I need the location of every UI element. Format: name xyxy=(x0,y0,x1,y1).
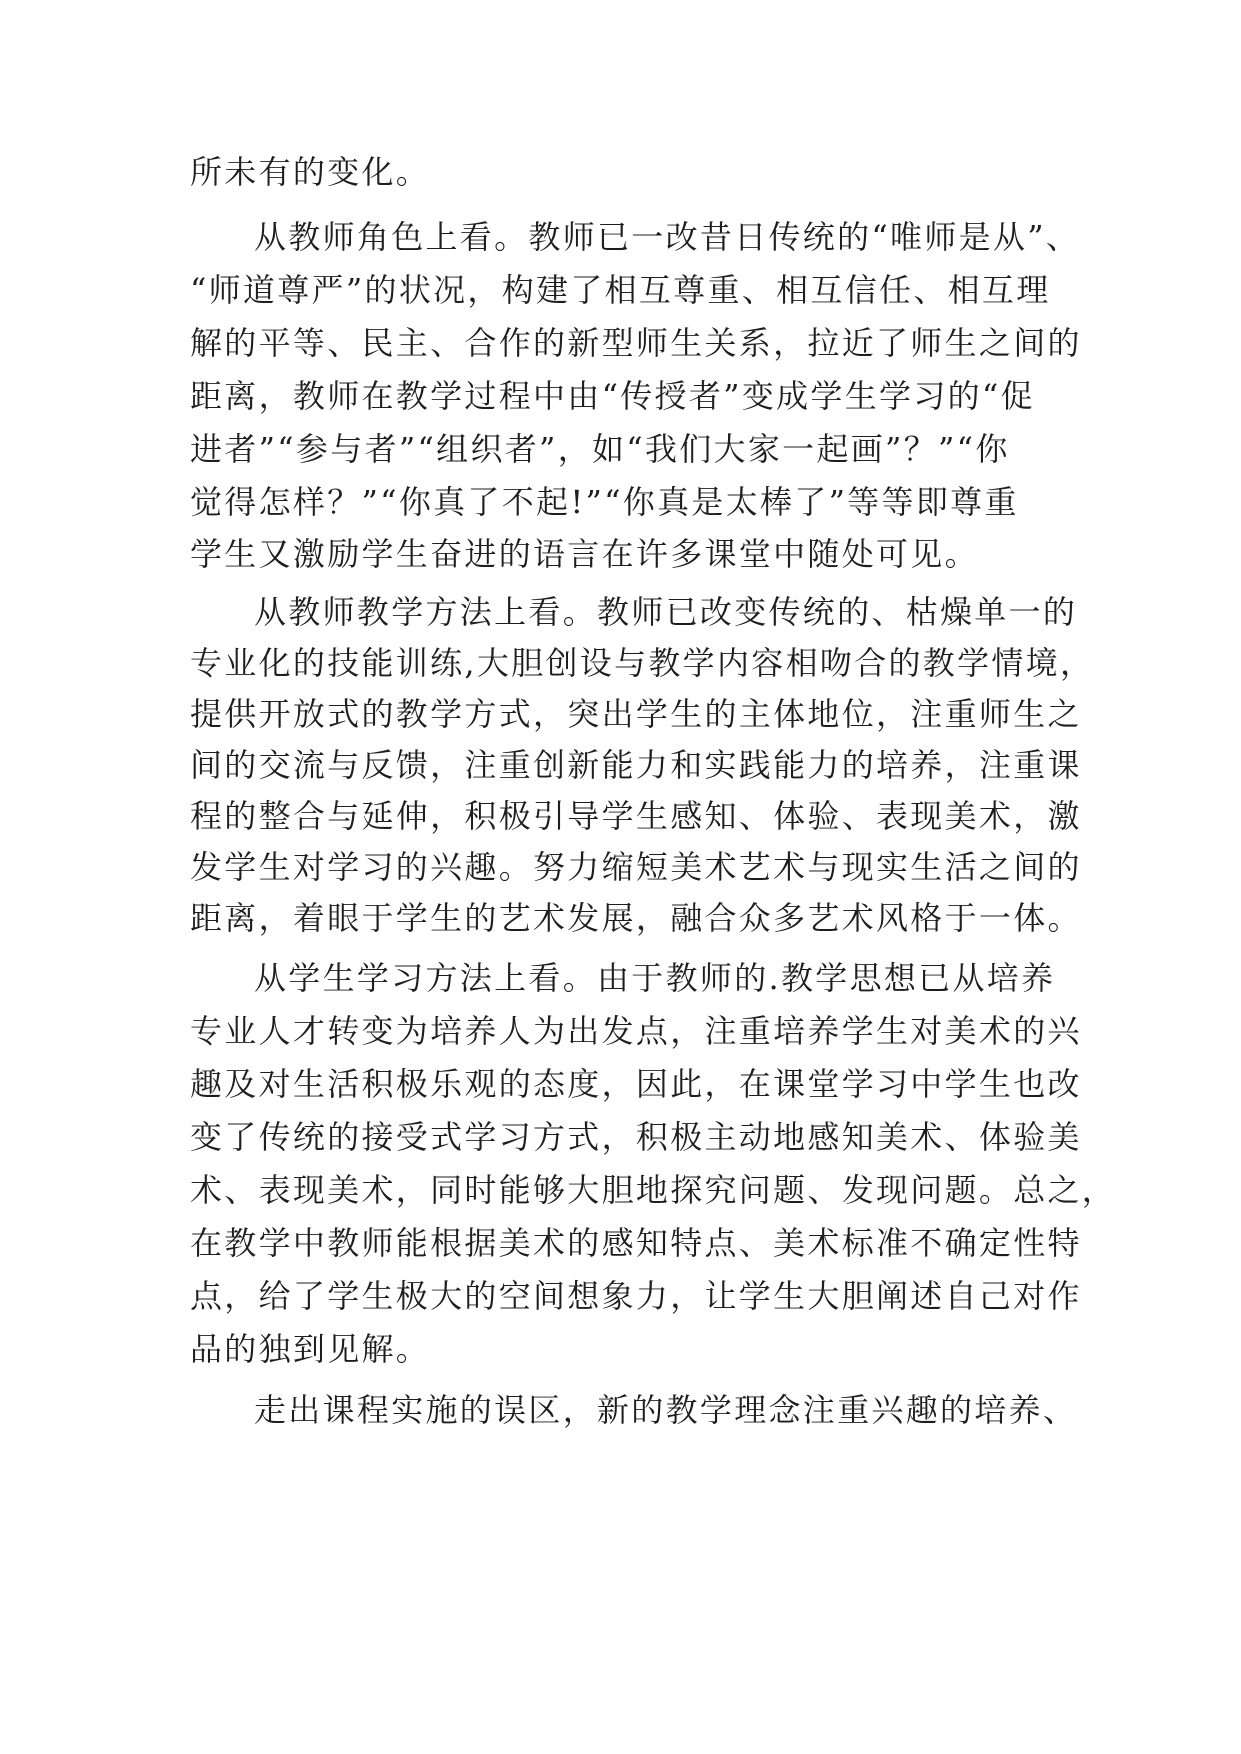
paragraph-start-line: 从教师教学方法上看。教师已改变传统的、枯燥单一的 xyxy=(254,593,1078,631)
text-line: “师道尊严”的状况，构建了相互尊重、相互信任、相互理 xyxy=(190,271,1051,309)
text-line: 变了传统的接受式学习方式，积极主动地感知美术、体验美 xyxy=(190,1118,1082,1156)
text-line: 提供开放式的教学方式，突出学生的主体地位，注重师生之 xyxy=(190,695,1082,733)
text-line: 趣及对生活积极乐观的态度，因此，在课堂学习中学生也改 xyxy=(190,1065,1082,1103)
text-line: 在教学中教师能根据美术的感知特点、美术标准不确定性特 xyxy=(190,1224,1082,1262)
text-line: 专业化的技能训练,大胆创设与教学内容相吻合的教学情境， xyxy=(190,644,1095,682)
text-line: 间的交流与反馈，注重创新能力和实践能力的培养，注重课 xyxy=(190,746,1082,784)
text-line: 术、表现美术，同时能够大胆地探究问题、发现问题。总之， xyxy=(190,1171,1117,1209)
text-line: 专业人才转变为培养人为出发点，注重培养学生对美术的兴 xyxy=(190,1012,1082,1050)
text-line: 程的整合与延伸，积极引导学生感知、体验、表现美术，激 xyxy=(190,797,1082,835)
text-line: 学生又激励学生奋进的语言在许多课堂中随处可见。 xyxy=(190,535,979,573)
paragraph-start-line: 从学生学习方法上看。由于教师的.教学思想已从培养 xyxy=(254,959,1056,997)
text-line: 所未有的变化。 xyxy=(190,153,431,191)
text-line: 距离，着眼于学生的艺术发展，融合众多艺术风格于一体。 xyxy=(190,899,1082,937)
text-line: 觉得怎样？”“你真了不起!”“你真是太棒了”等等即尊重 xyxy=(190,483,1019,521)
text-line: 解的平等、民主、合作的新型师生关系，拉近了师生之间的 xyxy=(190,324,1082,362)
text-line: 进者”“参与者”“组织者”，如“我们大家一起画”？”“你 xyxy=(190,430,1010,468)
text-line: 距离，教师在教学过程中由“传授者”变成学生学习的“促 xyxy=(190,377,1035,415)
text-line: 发学生对学习的兴趣。努力缩短美术艺术与现实生活之间的 xyxy=(190,848,1082,886)
text-line: 品的独到见解。 xyxy=(190,1330,431,1368)
text-line: 点，给了学生极大的空间想象力，让学生大胆阐述自己对作 xyxy=(190,1277,1082,1315)
paragraph-start-line: 走出课程实施的误区，新的教学理念注重兴趣的培养、 xyxy=(254,1391,1078,1429)
paragraph-start-line: 从教师角色上看。教师已一改昔日传统的“唯师是从”、 xyxy=(254,218,1081,256)
